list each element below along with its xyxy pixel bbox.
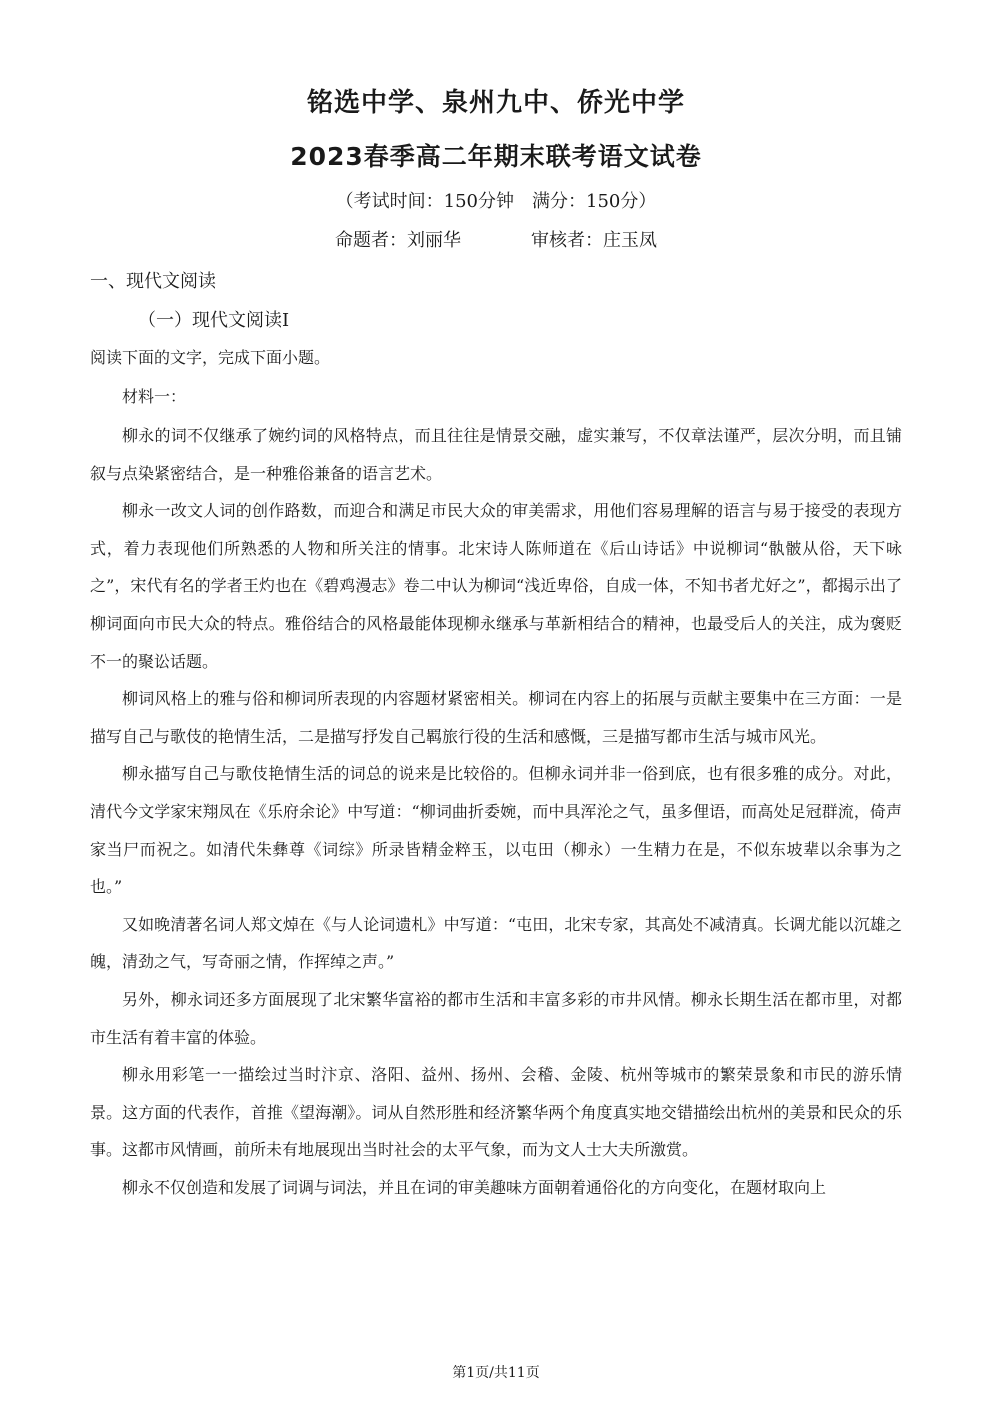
exam-info: （考试时间：150分钟 满分：150分） xyxy=(335,191,657,212)
exam-title: 2023春季高二年期末联考语文试卷 xyxy=(290,142,702,171)
instruction: 阅读下面的文字，完成下面小题。 xyxy=(90,348,331,367)
paragraph: 柳永描写自己与歌伎艳情生活的词总的说来是比较俗的。但柳永词并非一俗到底，也有很多雅的成分。对此，清代今文学家宋翔凤在《乐府余论》中写道：“柳词曲折委婉，而中具浑沦之气，虽多俚语，而高处足冠群流，倚声家当尸而祝之。如清代朱彝尊《词综》所录皆精金粹玉，以屯田（柳永）一生精力在是，不似东坡辈以余事为之也。” xyxy=(90,764,902,897)
paragraph: 另外，柳永词还多方面展现了北宋繁华富裕的都市生活和丰富多彩的市井风情。柳永长期生活在都市里，对都市生活有着丰富的体验。 xyxy=(90,989,902,1047)
paragraph: 柳永一改文人词的创作路数，而迎合和满足市民大众的审美需求，用他们容易理解的语言与易于接受的表现方式，着力表现他们所熟悉的人物和所关注的情事。北宋诗人陈师道在《后山诗话》中说柳词“骫骳从俗，天下咏之”，宋代有名的学者王灼也在《碧鸡漫志》卷二中认为柳词“浅近卑俗，自成一体，不知书者尤好之”，都揭示出了柳词面向市民大众的特点。雅俗结合的风格最能体现柳永继承与革新相结合的精神，也最受后人的关注，成为褒贬不一的聚讼话题。 xyxy=(90,501,902,671)
paragraph: 柳词风格上的雅与俗和柳词所表现的内容题材紧密相关。柳词在内容上的拓展与贡献主要集中在三方面：一是描写自己与歌伎的艳情生活，二是描写抒发自己羁旅行役的生活和感慨，三是描写都市生活与城市风光。 xyxy=(90,689,902,746)
paragraph: 又如晚清著名词人郑文焯在《与人论词遗札》中写道：“屯田，北宋专家，其高处不减清真。长调尤能以沉雄之魄，清劲之气，写奇丽之情，作挥绰之声。” xyxy=(90,914,902,972)
authors-line xyxy=(0,226,992,252)
page-number: 第1页/共11页 xyxy=(452,1365,540,1381)
paragraph: 柳永的词不仅继承了婉约词的风格特点，而且往往是情景交融，虚实兼写，不仅章法谨严，层次分明，而且铺叙与点染紧密结合，是一种雅俗兼备的语言艺术。 xyxy=(90,426,902,483)
author: 命题者：刘丽华 xyxy=(335,230,461,251)
section-heading: 一、现代文阅读 xyxy=(90,271,216,292)
paragraph: 柳永用彩笔一一描绘过当时汴京、洛阳、益州、扬州、会稽、金陵、杭州等城市的繁荣景象和市民的游乐情景。这方面的代表作，首推《望海潮》。词从自然形胜和经济繁华两个角度真实地交错描绘出杭州的美景和民众的乐事。这都市风情画，前所未有地展现出当时社会的太平气象，而为文人士大夫所激赏。 xyxy=(90,1065,902,1160)
reviewer: 审核者：庄玉凤 xyxy=(531,230,657,251)
school-names-title: 铭选中学、泉州九中、侨光中学 xyxy=(306,88,685,118)
paragraph: 柳永不仅创造和发展了词调与词法，并且在词的审美趣味方面朝着通俗化的方向变化，在题材取向上 xyxy=(122,1177,827,1197)
passage xyxy=(90,417,902,1206)
material-label: 材料一： xyxy=(122,387,187,406)
sub-heading: （一）现代文阅读Ⅰ xyxy=(138,310,290,331)
